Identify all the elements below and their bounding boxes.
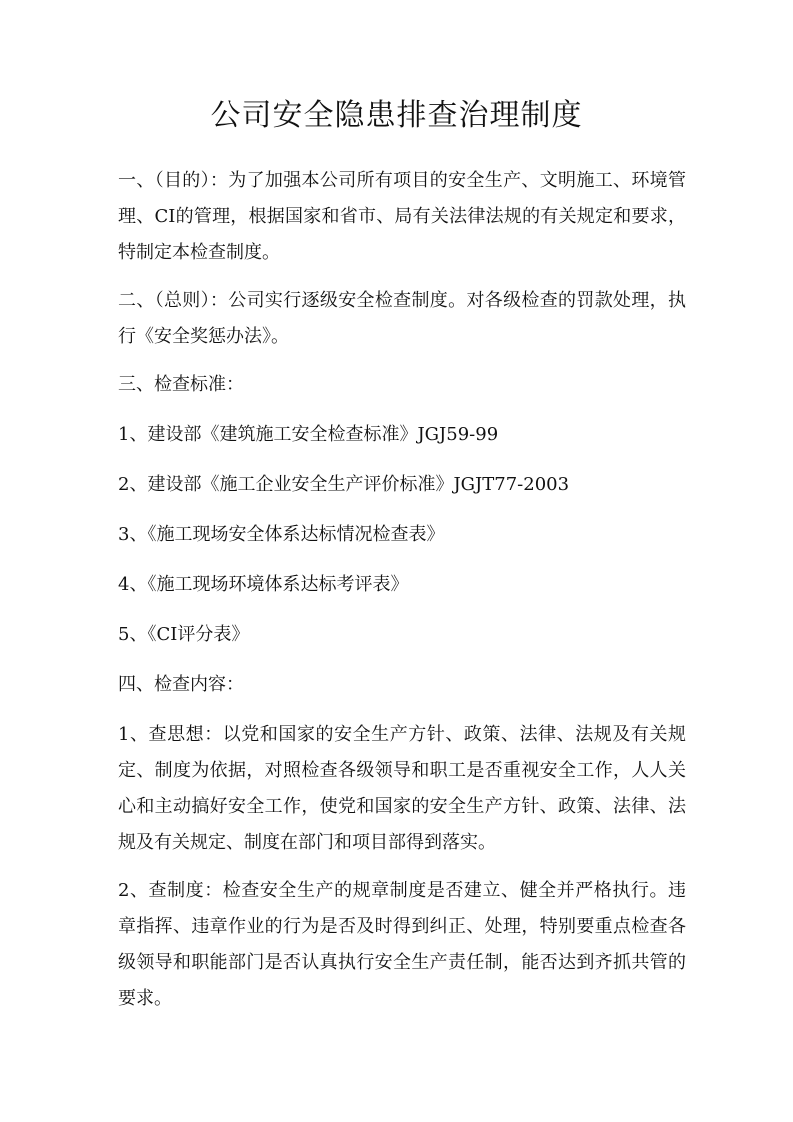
standard-item-5: 5、《CI评分表》 [118, 624, 250, 645]
standard-item-4: 4、《施工现场环境体系达标考评表》 [118, 574, 409, 595]
paragraph-general: 二、（总则）：公司实行逐级安全检查制度。对各级检查的罚款处理，执行《安全奖惩办法》。 [118, 290, 686, 347]
document-title: 公司安全隐患排查治理制度 [210, 98, 583, 133]
document-body [118, 163, 686, 1029]
content-item-2: 2、查制度：检查安全生产的规章制度是否建立、健全并严格执行。违章指挥、违章作业的行为是否及时得到纠正、处理，特别要重点检查各级领导和职能部门是否认真执行安全生产责任制，能否达到齐抓共管的要求。 [118, 880, 686, 1009]
paragraph-purpose: 一、（目的）：为了加强本公司所有项目的安全生产、文明施工、环境管理、CI的管理，根据国家和省市、局有关法律法规的有关规定和要求，特制定本检查制度。 [118, 170, 686, 263]
standard-item-1: 1、建设部《建筑施工安全检查标准》JGJ59-99 [118, 424, 499, 445]
standard-item-2: 2、建设部《施工企业安全生产评价标准》JGJT77-2003 [118, 474, 570, 495]
standard-item-3: 3、《施工现场安全体系达标情况检查表》 [118, 524, 445, 545]
heading-inspection-content: 四、检查内容： [118, 674, 244, 695]
heading-inspection-standards: 三、检查标准： [118, 374, 244, 395]
content-item-1: 1、查思想：以党和国家的安全生产方针、政策、法律、法规及有关规定、制度为依据，对照检查各级领导和职工是否重视安全工作，人人关心和主动搞好安全工作，使党和国家的安全生产方针、政策、法律、法规及有关规定、制度在部门和项目部得到落实。 [118, 724, 686, 853]
